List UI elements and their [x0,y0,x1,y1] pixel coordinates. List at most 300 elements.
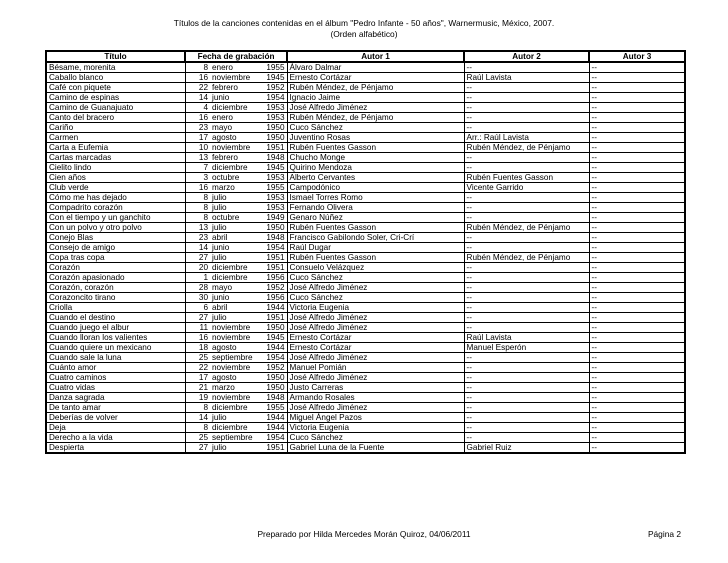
cell-autor2: -- [464,423,589,433]
table-row [46,183,685,193]
cell-mes: abril [210,303,264,313]
cell-titulo: Corazoncito tirano [46,293,185,303]
cell-autor3: -- [589,333,685,343]
cell-mes: marzo [210,183,264,193]
cell-autor3: -- [589,143,685,153]
cell-autor3: -- [589,243,685,253]
cell-dia: 21 [185,383,210,393]
table-row [46,283,685,293]
cell-mes: diciembre [210,273,264,283]
table-row [46,383,685,393]
cell-autor2: -- [464,163,589,173]
cell-autor2: -- [464,62,589,73]
cell-mes: abril [210,233,264,243]
cell-autor2: -- [464,373,589,383]
cell-autor1: Rubén Fuentes Gasson [287,223,464,233]
cell-autor1: Justo Carreras [287,383,464,393]
cell-autor3: -- [589,193,685,203]
cell-autor2: -- [464,293,589,303]
cell-autor1: Gabriel Luna de la Fuente [287,443,464,454]
cell-titulo: Deja [46,423,185,433]
cell-autor3: -- [589,133,685,143]
table-row [46,103,685,113]
cell-titulo: Corazón, corazón [46,283,185,293]
cell-autor3: -- [589,223,685,233]
table-row [46,93,685,103]
cell-dia: 14 [185,93,210,103]
document-subtitle: (Orden alfabético) [330,29,398,39]
cell-anio: 1945 [264,73,287,83]
cell-autor3: -- [589,343,685,353]
cell-anio: 1944 [264,423,287,433]
cell-autor1: Cuco Sánchez [287,123,464,133]
cell-dia: 8 [185,423,210,433]
cell-titulo: Café con piquete [46,83,185,93]
cell-titulo: Con un polvo y otro polvo [46,223,185,233]
cell-titulo: Camino de espinas [46,93,185,103]
table-row [46,133,685,143]
cell-autor1: Consuelo Velázquez [287,263,464,273]
cell-anio: 1950 [264,133,287,143]
cell-dia: 27 [185,443,210,454]
cell-titulo: Despierta [46,443,185,454]
cell-autor2: -- [464,403,589,413]
table-row [46,443,685,454]
table-row [46,403,685,413]
cell-autor3: -- [589,273,685,283]
cell-autor2: Rubén Méndez, de Pénjamo [464,253,589,263]
cell-autor2: -- [464,273,589,283]
cell-titulo: Conejo Blas [46,233,185,243]
cell-autor3: -- [589,103,685,113]
cell-mes: julio [210,203,264,213]
cell-dia: 14 [185,243,210,253]
cell-anio: 1950 [264,223,287,233]
cell-dia: 8 [185,203,210,213]
cell-autor3: -- [589,93,685,103]
cell-anio: 1953 [264,113,287,123]
table-row [46,373,685,383]
cell-mes: mayo [210,123,264,133]
table-row [46,83,685,93]
cell-autor1: Francisco Gabilondo Soler, Cri-Crí [287,233,464,243]
cell-anio: 1948 [264,233,287,243]
table-row [46,113,685,123]
cell-autor2: -- [464,83,589,93]
cell-autor1: José Alfredo Jiménez [287,323,464,333]
cell-anio: 1950 [264,373,287,383]
cell-anio: 1951 [264,253,287,263]
cell-dia: 17 [185,133,210,143]
cell-autor1: José Alfredo Jiménez [287,373,464,383]
cell-anio: 1944 [264,343,287,353]
cell-mes: noviembre [210,143,264,153]
cell-mes: noviembre [210,393,264,403]
table-row [46,73,685,83]
songs-table [45,50,686,454]
cell-mes: diciembre [210,423,264,433]
table-row [46,323,685,333]
cell-autor3: -- [589,73,685,83]
cell-autor1: Rubén Méndez, de Pénjamo [287,113,464,123]
cell-anio: 1952 [264,83,287,93]
cell-autor3: -- [589,233,685,243]
cell-autor3: -- [589,433,685,443]
table-row [46,363,685,373]
cell-anio: 1954 [264,93,287,103]
cell-titulo: Derecho a la vida [46,433,185,443]
cell-autor3: -- [589,153,685,163]
cell-dia: 1 [185,273,210,283]
cell-autor3: -- [589,83,685,93]
cell-autor1: Ernesto Cortázar [287,333,464,343]
cell-anio: 1955 [264,183,287,193]
cell-anio: 1954 [264,433,287,443]
cell-autor1: Chucho Monge [287,153,464,163]
column-header-autor3: Autor 3 [589,51,685,62]
cell-dia: 28 [185,283,210,293]
table-row [46,193,685,203]
cell-mes: marzo [210,383,264,393]
cell-anio: 1945 [264,163,287,173]
cell-autor1: Victoria Eugenia [287,423,464,433]
cell-anio: 1953 [264,173,287,183]
cell-titulo: Compadrito corazón [46,203,185,213]
cell-titulo: Cuánto amor [46,363,185,373]
table-row [46,433,685,443]
cell-autor2: -- [464,263,589,273]
cell-mes: noviembre [210,323,264,333]
cell-anio: 1948 [264,393,287,403]
cell-mes: noviembre [210,73,264,83]
cell-titulo: Canto del bracero [46,113,185,123]
table-row [46,263,685,273]
cell-mes: agosto [210,373,264,383]
cell-dia: 23 [185,123,210,133]
cell-mes: febrero [210,83,264,93]
table-row [46,413,685,423]
cell-autor3: -- [589,303,685,313]
cell-anio: 1951 [264,143,287,153]
table-row [46,333,685,343]
cell-dia: 16 [185,183,210,193]
cell-titulo: Cuando el destino [46,313,185,323]
cell-autor1: José Alfredo Jiménez [287,103,464,113]
cell-autor1: José Alfredo Jiménez [287,313,464,323]
cell-autor2: -- [464,383,589,393]
cell-autor2: -- [464,243,589,253]
cell-autor3: -- [589,423,685,433]
cell-dia: 23 [185,233,210,243]
cell-titulo: Cuatro vidas [46,383,185,393]
column-header-autor1: Autor 1 [287,51,464,62]
cell-autor3: -- [589,393,685,403]
cell-titulo: Cien años [46,173,185,183]
cell-autor2: -- [464,193,589,203]
cell-mes: julio [210,193,264,203]
cell-autor3: -- [589,123,685,133]
cell-anio: 1950 [264,383,287,393]
cell-autor3: -- [589,62,685,73]
cell-titulo: Cariño [46,123,185,133]
cell-autor2: -- [464,303,589,313]
table-row [46,203,685,213]
cell-autor1: Genaro Núñez [287,213,464,223]
cell-mes: octubre [210,213,264,223]
cell-autor2: Rubén Méndez, de Pénjamo [464,223,589,233]
cell-dia: 3 [185,173,210,183]
cell-titulo: Cuando sale la luna [46,353,185,363]
cell-dia: 4 [185,103,210,113]
table-row [46,273,685,283]
cell-anio: 1951 [264,443,287,454]
cell-autor1: Cuco Sánchez [287,433,464,443]
cell-autor3: -- [589,403,685,413]
cell-mes: septiembre [210,433,264,443]
cell-mes: noviembre [210,333,264,343]
table-row [46,253,685,263]
cell-autor1: Rubén Fuentes Gasson [287,253,464,263]
cell-titulo: Cuando quiere un mexicano [46,343,185,353]
cell-titulo: De tanto amar [46,403,185,413]
cell-autor3: -- [589,203,685,213]
cell-anio: 1944 [264,413,287,423]
cell-titulo: Corazón apasionado [46,273,185,283]
table-row [46,243,685,253]
table-row [46,343,685,353]
cell-autor2: Rubén Fuentes Gasson [464,173,589,183]
cell-dia: 13 [185,223,210,233]
cell-anio: 1952 [264,363,287,373]
cell-anio: 1955 [264,403,287,413]
cell-autor2: -- [464,363,589,373]
cell-dia: 6 [185,303,210,313]
cell-dia: 18 [185,343,210,353]
cell-dia: 16 [185,73,210,83]
cell-autor3: -- [589,173,685,183]
table-row [46,233,685,243]
cell-anio: 1950 [264,323,287,333]
cell-autor2: -- [464,393,589,403]
cell-titulo: Cartas marcadas [46,153,185,163]
cell-autor3: -- [589,323,685,333]
cell-autor2: -- [464,413,589,423]
cell-dia: 16 [185,333,210,343]
cell-mes: julio [210,443,264,454]
cell-autor1: Cuco Sánchez [287,273,464,283]
cell-autor3: -- [589,253,685,263]
cell-titulo: Cuando lloran los valientes [46,333,185,343]
cell-autor2: -- [464,433,589,443]
cell-anio: 1944 [264,303,287,313]
cell-titulo: Consejo de amigo [46,243,185,253]
table-row [46,143,685,153]
table-row [46,393,685,403]
cell-autor2: -- [464,93,589,103]
cell-mes: diciembre [210,403,264,413]
cell-autor3: -- [589,163,685,173]
cell-titulo: Caballo blanco [46,73,185,83]
cell-mes: febrero [210,153,264,163]
document-title: Títulos de la canciones contenidas en el álbum "Pedro Infante - 50 años", Warnermusic, México, 2007. [173,18,555,28]
cell-dia: 8 [185,62,210,73]
cell-mes: septiembre [210,353,264,363]
table-row [46,313,685,323]
cell-autor2: -- [464,313,589,323]
cell-anio: 1953 [264,103,287,113]
cell-dia: 20 [185,263,210,273]
cell-autor3: -- [589,363,685,373]
cell-dia: 10 [185,143,210,153]
cell-autor2: -- [464,353,589,363]
cell-autor3: -- [589,413,685,423]
table-row [46,123,685,133]
column-header-autor2: Autor 2 [464,51,589,62]
cell-autor1: Victoria Eugenia [287,303,464,313]
cell-anio: 1954 [264,353,287,363]
cell-mes: diciembre [210,103,264,113]
cell-dia: 7 [185,163,210,173]
column-header-titulo: Título [46,51,185,62]
cell-autor2: Vicente Garrido [464,183,589,193]
cell-autor1: Rubén Méndez, de Pénjamo [287,83,464,93]
cell-autor3: -- [589,283,685,293]
cell-mes: mayo [210,283,264,293]
cell-dia: 27 [185,313,210,323]
table-row [46,423,685,433]
cell-autor3: -- [589,293,685,303]
table-row [46,173,685,183]
cell-titulo: Camino de Guanajuato [46,103,185,113]
table-row [46,293,685,303]
cell-autor2: -- [464,153,589,163]
cell-dia: 8 [185,403,210,413]
cell-dia: 11 [185,323,210,333]
cell-titulo: Bésame, morenita [46,62,185,73]
cell-autor1: Cuco Sánchez [287,293,464,303]
cell-autor1: Rubén Fuentes Gasson [287,143,464,153]
cell-autor3: -- [589,113,685,123]
cell-autor1: Miguel Ángel Pazos [287,413,464,423]
cell-autor2: Manuel Esperón [464,343,589,353]
cell-titulo: Carta a Eufemia [46,143,185,153]
footer-page-number: Página 2 [647,529,681,539]
cell-autor3: -- [589,373,685,383]
cell-autor3: -- [589,353,685,363]
cell-dia: 8 [185,193,210,203]
cell-autor1: Álvaro Dalmar [287,62,464,73]
cell-mes: agosto [210,133,264,143]
cell-mes: agosto [210,343,264,353]
cell-autor1: Ernesto Cortázar [287,343,464,353]
cell-dia: 22 [185,83,210,93]
cell-autor2: Rubén Méndez, de Pénjamo [464,143,589,153]
cell-titulo: Copa tras copa [46,253,185,263]
cell-anio: 1954 [264,243,287,253]
cell-anio: 1950 [264,123,287,133]
cell-anio: 1949 [264,213,287,223]
cell-titulo: Carmen [46,133,185,143]
table-row [46,223,685,233]
cell-autor3: -- [589,183,685,193]
cell-dia: 8 [185,213,210,223]
cell-anio: 1953 [264,203,287,213]
cell-anio: 1956 [264,293,287,303]
table-body [46,62,685,453]
cell-anio: 1952 [264,283,287,293]
cell-autor3: -- [589,313,685,323]
cell-titulo: Con el tiempo y un ganchito [46,213,185,223]
cell-autor2: -- [464,233,589,243]
cell-autor3: -- [589,383,685,393]
cell-mes: julio [210,223,264,233]
cell-autor1: Campodónico [287,183,464,193]
cell-anio: 1945 [264,333,287,343]
cell-autor2: Gabriel Ruiz [464,443,589,454]
cell-autor1: Quirino Mendoza [287,163,464,173]
cell-autor1: José Alfredo Jiménez [287,403,464,413]
table-row [46,163,685,173]
cell-autor1: Raúl Dugar [287,243,464,253]
cell-mes: junio [210,93,264,103]
cell-autor1: Ernesto Cortázar [287,73,464,83]
cell-titulo: Corazón [46,263,185,273]
cell-mes: enero [210,62,264,73]
cell-anio: 1953 [264,193,287,203]
cell-anio: 1956 [264,273,287,283]
cell-dia: 25 [185,353,210,363]
cell-anio: 1951 [264,263,287,273]
table-row [46,213,685,223]
cell-dia: 14 [185,413,210,423]
cell-titulo: Cómo me has dejado [46,193,185,203]
footer-prepared-by: Preparado por Hilda Mercedes Morán Quiroz, 04/06/2011 [257,529,471,539]
cell-autor1: José Alfredo Jiménez [287,283,464,293]
cell-autor1: José Alfredo Jiménez [287,353,464,363]
cell-anio: 1955 [264,62,287,73]
cell-mes: diciembre [210,163,264,173]
cell-mes: enero [210,113,264,123]
cell-autor2: -- [464,323,589,333]
table-row [46,153,685,163]
cell-autor3: -- [589,443,685,454]
cell-anio: 1948 [264,153,287,163]
cell-mes: julio [210,253,264,263]
cell-dia: 30 [185,293,210,303]
cell-autor2: -- [464,103,589,113]
table-row [46,353,685,363]
cell-autor1: Fernando Olivera [287,203,464,213]
cell-autor2: -- [464,213,589,223]
cell-autor1: Armando Rosales [287,393,464,403]
cell-titulo: Criolla [46,303,185,313]
table-header-row [46,51,685,62]
cell-autor1: Juventino Rosas [287,133,464,143]
cell-autor2: Raúl Lavista [464,73,589,83]
cell-autor2: -- [464,123,589,133]
cell-titulo: Cielito lindo [46,163,185,173]
cell-autor3: -- [589,213,685,223]
cell-autor3: -- [589,263,685,273]
cell-mes: julio [210,413,264,423]
cell-mes: diciembre [210,263,264,273]
cell-anio: 1951 [264,313,287,323]
cell-titulo: Danza sagrada [46,393,185,403]
cell-titulo: Deberías de volver [46,413,185,423]
cell-titulo: Cuatro caminos [46,373,185,383]
cell-autor1: Ignacio Jaime [287,93,464,103]
cell-autor1: Ismael Torres Romo [287,193,464,203]
